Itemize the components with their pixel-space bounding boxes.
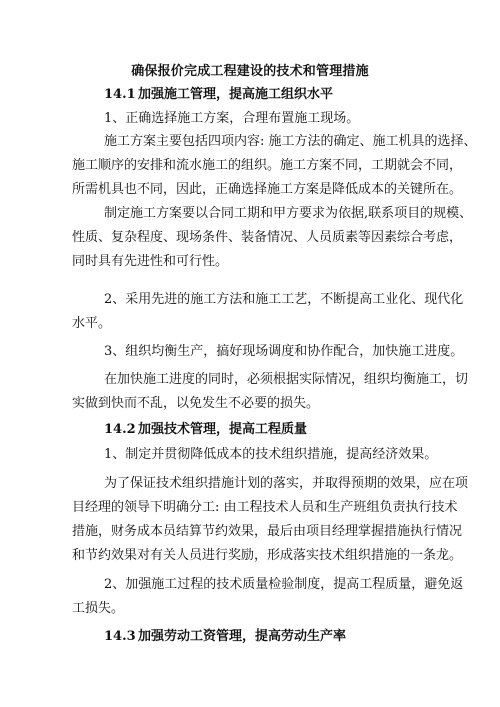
section-heading-text: 加强劳动工资管理，提高劳动生产率 [138, 629, 347, 644]
section-heading-text: 加强技术管理，提高工程质量 [138, 422, 308, 437]
paragraph-line: 性质、复杂程度、现场条件、装备情况、人员质素等因素综合考虑， [72, 230, 463, 245]
section-heading-text: 加强施工管理，提高施工组织水平 [138, 87, 334, 102]
paragraph-line: 1、正确选择施工方案，合理布置施工现场。 [104, 111, 360, 126]
paragraph-line: 目经理的领导下明确分工: 由工程技术人员和生产班组负责执行技术 [72, 500, 458, 515]
paragraph-line: 制定施工方案要以合同工期和甲方要求为依据,联系项目的规模、 [104, 206, 473, 221]
section-number: 14.1 [104, 87, 136, 102]
section-number: 14.3 [104, 629, 136, 644]
section-heading-14-3 [104, 629, 346, 645]
paragraph-line: 实做到快而不乱，以免发生不必要的损失。 [72, 396, 320, 411]
document-title: 确保报价完成工程建设的技术和管理措施 [131, 64, 369, 79]
paragraph-line: 1、制定并贯彻降低成本的技术组织措施，提高经济效果。 [104, 447, 438, 462]
paragraph-line: 施工顺序的安排和流水施工的组织。施工方案不同，工期就会不同， [72, 158, 463, 173]
paragraph-line: 措施，财务成本员结算节约效果，最后由项目经理掌握措施执行情况 [72, 524, 463, 539]
paragraph-line: 在加快施工进度的同时，必须根据实际情况，组织均衡施工，切 [104, 372, 469, 387]
paragraph-line: 所需机具也不同，因此，正确选择施工方案是降低成本的关键所在。 [72, 182, 463, 197]
paragraph-line: 2、采用先进的施工方法和施工工艺，不断提高工业化、现代化 [104, 292, 464, 307]
paragraph-line: 同时具有先进性和可行性。 [72, 254, 229, 269]
section-number: 14.2 [104, 422, 136, 437]
paragraph-line: 2、加强施工过程的技术质量检验制度，提高工程质量，避免返 [104, 577, 464, 592]
paragraph-line: 和节约效果对有关人员进行奖励，形成落实技术组织措施的一条龙。 [72, 548, 463, 563]
paragraph-line: 施工方案主要包括四项内容: 施工方法的确定、施工机具的选择、 [104, 134, 477, 149]
paragraph-line: 为了保证技术组织措施计划的落实，并取得预期的效果，应在项 [104, 476, 469, 491]
paragraph-line: 3、组织均衡生产，搞好现场调度和协作配合，加快施工进度。 [104, 344, 464, 359]
paragraph-line: 水平。 [72, 316, 112, 331]
section-heading-14-1 [104, 87, 333, 103]
paragraph-line: 工损失。 [72, 601, 125, 616]
section-heading-14-2 [104, 422, 307, 438]
